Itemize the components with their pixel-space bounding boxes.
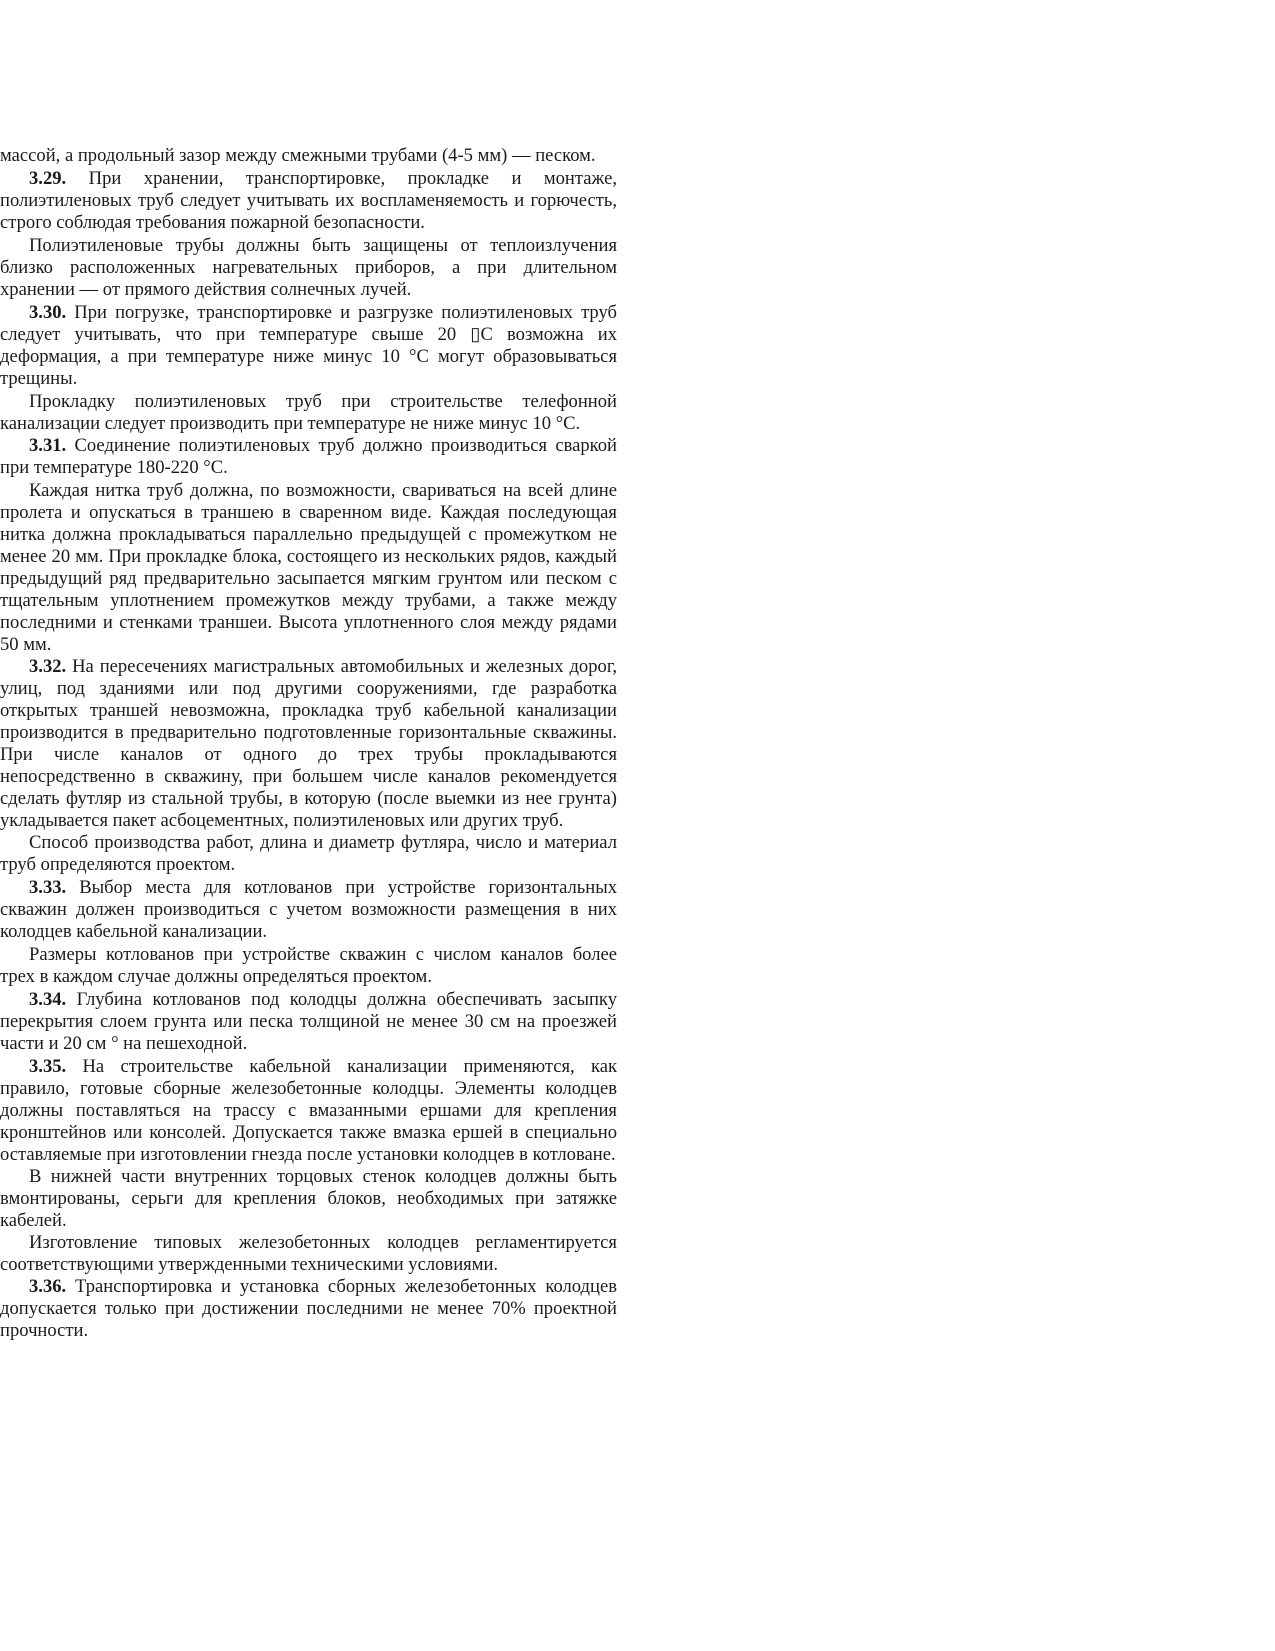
paragraph-text: На пересечениях магистральных автомобильных и железных дорог, улиц, под зданиями или под другими сооружениями, где разработка открытых траншей невозможна, прокладка труб кабельной канализации производится в предварительно подготовленные горизонтальные скважины. При числе каналов от одного до трех трубы прокладываются непосредственно в скважину, при большем числе каналов рекомендуется сделать футляр из стальной трубы, в которую (после выемки из нее грунта) укладывается пакет асбоцементных, полиэтиленовых или других труб. [0, 656, 617, 831]
paragraph-text: Соединение полиэтиленовых труб должно производиться сваркой при температуре 180-220 °С. [0, 435, 617, 478]
paragraph [0, 235, 617, 301]
clause-number: 3.34. [29, 989, 67, 1010]
paragraph-text: Выбор места для котлованов при устройстве горизонтальных скважин должен производиться с учетом возможности размещения в них колодцев кабельной канализации. [0, 877, 617, 942]
paragraph-text: При погрузке, транспортировке и разгрузке полиэтиленовых труб следует учитывать, что при температуре свыше 20 ▯C возможна их деформация, а при температуре ниже минус 10 °С могут образовываться трещины. [0, 302, 617, 389]
paragraph-3-35 [0, 1056, 617, 1166]
paragraph [0, 832, 617, 876]
paragraph-3-32 [0, 656, 617, 832]
paragraph-text: Полиэтиленовые трубы должны быть защищены от теплоизлучения близко расположенных нагревательных приборов, а при длительном хранении — от прямого действия солнечных лучей. [0, 235, 617, 300]
paragraph-3-33 [0, 877, 617, 943]
paragraph [0, 944, 617, 988]
paragraph-3-29 [0, 168, 617, 234]
paragraph-3-30 [0, 302, 617, 390]
paragraph-text: Каждая нитка труб должна, по возможности, свариваться на всей длине пролета и опускаться в траншею в сваренном виде. Каждая последующая нитка должна прокладываться параллельно предыдущей с промежутком не менее 20 мм. При прокладке блока, состоящего из нескольких рядов, каждый предыдущий ряд предварительно засыпается мягким грунтом или песком с тщательным уплотнением промежутков между трубами, а также между последними и стенками траншеи. Высота уплотненного слоя между рядами 50 мм. [0, 480, 617, 655]
clause-number: 3.36. [29, 1276, 67, 1297]
paragraph [0, 480, 617, 656]
paragraph-text: Прокладку полиэтиленовых труб при строительстве телефонной канализации следует производить при температуре не ниже минус 10 °С. [0, 391, 617, 434]
paragraph-text: Глубина котлованов под колодцы должна обеспечивать засыпку перекрытия слоем грунта или песка толщиной не менее 30 см на проезжей части и 20 см ° на пешеходной. [0, 989, 617, 1054]
paragraph [0, 391, 617, 435]
paragraph-text: Изготовление типовых железобетонных колодцев регламентируется соответствующими утвержденными техническими условиями. [0, 1232, 617, 1275]
clause-number: 3.35. [29, 1056, 67, 1077]
paragraph-3-36 [0, 1276, 617, 1342]
paragraph-text: Транспортировка и установка сборных железобетонных колодцев допускается только при достижении последними не менее 70% проектной прочности. [0, 1276, 617, 1341]
clause-number: 3.30. [29, 302, 67, 323]
paragraph-text: Способ производства работ, длина и диаметр футляра, число и материал труб определяются проектом. [0, 832, 617, 875]
clause-number: 3.29. [29, 168, 67, 189]
paragraph [0, 1166, 617, 1232]
document-body [0, 145, 617, 1342]
paragraph-3-31 [0, 435, 617, 479]
clause-number: 3.33. [29, 877, 67, 898]
paragraph-text: массой, а продольный зазор между смежными трубами (4-5 мм) — песком. [0, 145, 596, 166]
paragraph-continuation [0, 145, 617, 167]
paragraph-text: Размеры котлованов при устройстве скважин с числом каналов более трех в каждом случае должны определяться проектом. [0, 944, 617, 987]
paragraph-3-34 [0, 989, 617, 1055]
paragraph [0, 1232, 617, 1276]
clause-number: 3.32. [29, 656, 67, 677]
paragraph-text: На строительстве кабельной канализации применяются, как правило, готовые сборные железобетонные колодцы. Элементы колодцев должны поставляться на трассу с вмазанными ершами для крепления кронштейнов или консолей. Допускается также вмазка ершей в специально оставляемые при изготовлении гнезда после установки колодцев в котловане. [0, 1056, 617, 1165]
paragraph-text: При хранении, транспортировке, прокладке и монтаже, полиэтиленовых труб следует учитывать их воспламеняемость и горючесть, строго соблюдая требования пожарной безопасности. [0, 168, 617, 233]
clause-number: 3.31. [29, 435, 67, 456]
paragraph-text: В нижней части внутренних торцовых стенок колодцев должны быть вмонтированы, серьги для крепления блоков, необходимых при затяжке кабелей. [0, 1166, 617, 1231]
